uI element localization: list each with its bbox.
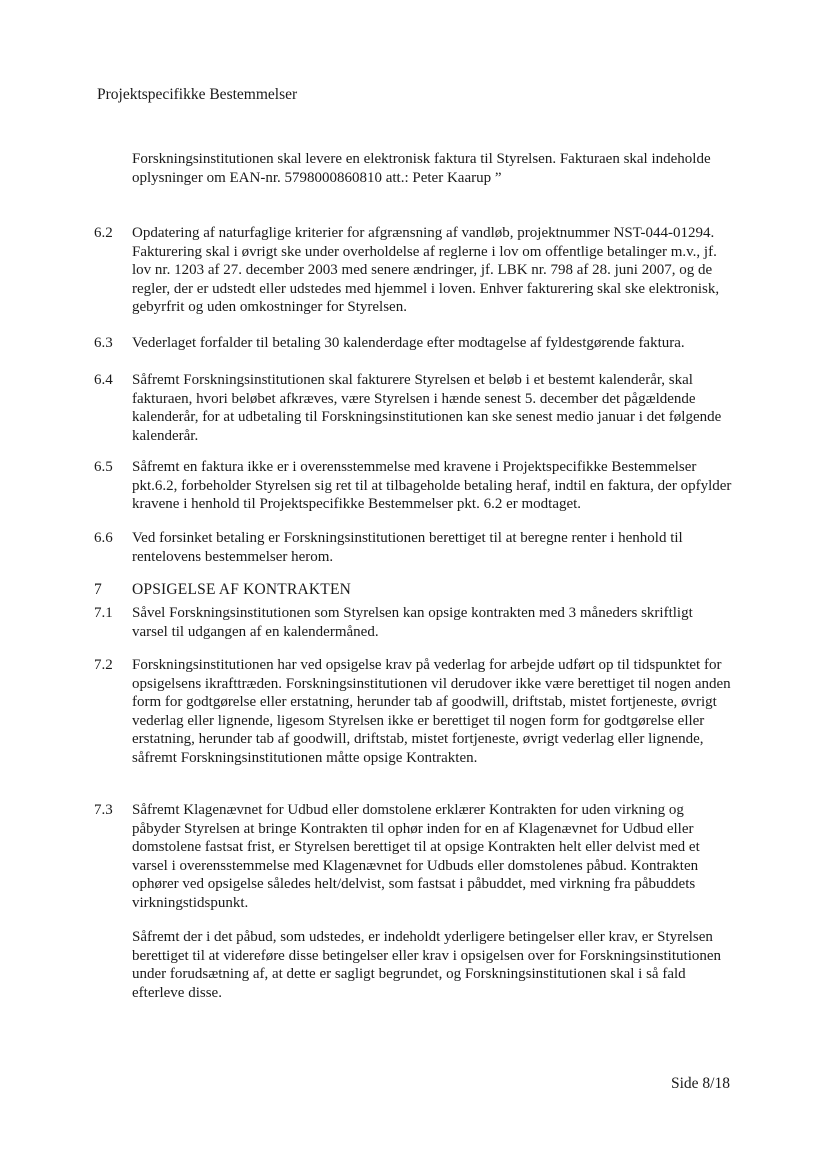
section-number-7: 7 bbox=[94, 581, 102, 598]
clause-number-7-2: 7.2 bbox=[94, 657, 113, 673]
page-header: Projektspecifikke Bestemmelser bbox=[97, 86, 298, 103]
page-number: Side 8/18 bbox=[671, 1075, 730, 1092]
clause-7-3-text: Såfremt Klagenævnet for Udbud eller domstolene erklærer Kontrakten for uden virkning og påbyder Styrelsen at bringe Kontrakten til ophør inden for en af Klagenævnet for Udbud eller domstolene fastsat frist, er Styrelsen berettiget til at opsige Kontrakten helt eller delvist med et varsel i overensstemmelse med Klagenævnet for Udbuds eller domstolenes påbud. Kontrakten ophører ved opsigelse således helt/delvist, som fastsat i påbuddet, med virkning fra påbuddets virkningstidspunkt. bbox=[132, 802, 700, 911]
clause-number-7-1: 7.1 bbox=[94, 605, 113, 621]
clause-number-6-5: 6.5 bbox=[94, 459, 113, 475]
clause-7-3-continuation: Såfremt der i det påbud, som udstedes, er indeholdt yderligere betingelser eller krav, er Styrelsen berettiget til at videreføre disse betingelser eller krav i opsigelsen over for Forskningsinstitutionen under forudsætning af, at dette er sagligt begrundet, og Forskningsinstitutionen skal i så fald efterleve disse. bbox=[132, 929, 722, 1001]
clause-number-6-3: 6.3 bbox=[94, 335, 113, 351]
clause-number-6-2: 6.2 bbox=[94, 225, 113, 241]
intro-paragraph: Forskningsinstitutionen skal levere en elektronisk faktura til Styrelsen. Fakturaen skal indeholde oplysninger om EAN-nr. 5798000860810 att.: Peter Kaarup ” bbox=[132, 151, 711, 186]
clause-6-5-text: Såfremt en faktura ikke er i overensstemmelse med kravene i Projektspecifikke Bestemmelser pkt.6.2, forbeholder Styrelsen sig ret til at tilbageholde betaling heraf, indtil en faktura, der opfylder kravene i henhold til Projektspecifikke Bestemmelser pkt. 6.2 er modtaget. bbox=[132, 459, 732, 513]
section-title-7: OPSIGELSE AF KONTRAKTEN bbox=[132, 581, 352, 598]
clause-6-3-text: Vederlaget forfalder til betaling 30 kalenderdage efter modtagelse af fyldestgørende faktura. bbox=[132, 335, 685, 351]
clause-6-4-text: Såfremt Forskningsinstitutionen skal fakturere Styrelsen et beløb i et bestemt kalenderår, skal fakturaen, hvori beløbet afkræves, være Styrelsen i hænde senest 5. december det pågældende kalenderår, for at udbetaling til Forskningsinstitutionen kan ske senest medio januar i det følgende kalenderår. bbox=[132, 372, 722, 444]
clause-number-6-4: 6.4 bbox=[94, 372, 113, 388]
clause-7-2-text: Forskningsinstitutionen har ved opsigelse krav på vederlag for arbejde udført op til tidspunktet for opsigelsens ikrafttræden. Forskningsinstitutionen vil derudover ikke være berettiget til nogen anden form for godtgørelse eller erstatning, herunder tab af goodwill, driftstab, mistet fortjeneste, øvrigt vederlag eller lignende, ligesom Styrelsen ikke er berettiget til nogen form for godtgørelse eller erstatning, herunder tab af goodwill, driftstab, mistet fortjeneste, øvrigt vederlag eller lignende, såfremt Forskningsinstitutionen måtte opsige Kontrakten. bbox=[132, 657, 731, 766]
clause-6-2-text: Opdatering af naturfaglige kriterier for afgrænsning af vandløb, projektnummer NST-044-01294. Fakturering skal i øvrigt ske under overholdelse af reglerne i lov om offentlige betalinger m.v., jf. lov nr. 1203 af 27. december 2003 med senere ændringer, jf. LBK nr. 798 af 28. juni 2007, og de regler, der er udstedt eller udstedes med hjemmel i loven. Enhver fakturering skal ske elektronisk, gebyrfrit og uden omkostninger for Styrelsen. bbox=[132, 225, 720, 316]
clause-number-7-3: 7.3 bbox=[94, 802, 113, 818]
clause-7-1-text: Såvel Forskningsinstitutionen som Styrelsen kan opsige kontrakten med 3 måneders skriftligt varsel til udgangen af en kalendermåned. bbox=[132, 605, 693, 640]
clause-number-6-6: 6.6 bbox=[94, 530, 113, 546]
clause-6-6-text: Ved forsinket betaling er Forskningsinstitutionen berettiget til at beregne renter i henhold til rentelovens bestemmelser herom. bbox=[132, 530, 683, 565]
